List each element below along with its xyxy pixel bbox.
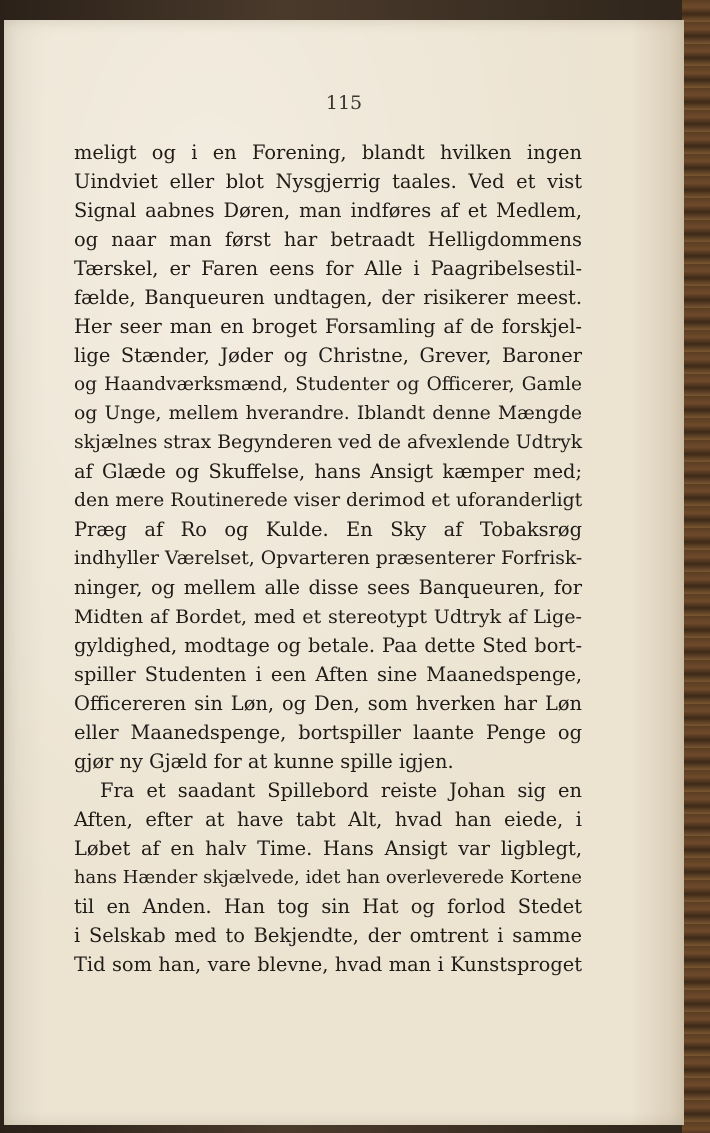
body-text: [74, 138, 582, 979]
text-line: hans Hænder skjælvede, idet han overleverede Kortene: [74, 867, 582, 888]
text-line: og Haandværksmænd, Studenter og Officerer, Gamle: [74, 374, 582, 395]
text-line: indhyller Værelset, Opvarteren præsenterer Forfrisk-: [74, 548, 583, 569]
text-line: skjælnes strax Begynderen ved de afvexlende Udtryk: [74, 432, 583, 453]
book-page: [4, 20, 684, 1125]
text-line: Tærskel, er Faren eens for Alle i Paagribelsestil-: [74, 257, 582, 280]
text-line: Præg af Ro og Kulde. En Sky af Tobaksrøg: [74, 518, 582, 541]
text-line: den mere Routinerede viser derimod et uforanderligt: [74, 490, 583, 511]
book-spine-edge: [682, 0, 710, 1133]
text-line: ninger, og mellem alle disse sees Banqueuren, for: [74, 576, 582, 599]
text-line: Løbet af en halv Time. Hans Ansigt var ligblegt,: [74, 837, 582, 860]
text-line: Uindviet eller blot Nysgjerrig taales. Ved et vist: [74, 170, 582, 193]
text-line: gyldighed, modtage og betale. Paa dette Sted bort-: [74, 634, 582, 657]
text-line: Midten af Bordet, med et stereotypt Udtryk af Lige-: [74, 605, 582, 628]
paragraph-start-line: Fra et saadant Spillebord reiste Johan sig en: [100, 779, 582, 802]
text-line: Officereren sin Løn, og Den, som hverken har Løn: [74, 692, 582, 715]
text-line: spiller Studenten i een Aften sine Maanedspenge,: [74, 663, 582, 686]
text-line: lige Stænder, Jøder og Christne, Grever, Baroner: [74, 344, 582, 367]
text-line: eller Maanedspenge, bortspiller laante Penge og: [74, 721, 582, 744]
text-line: og Unge, mellem hverandre. Iblandt denne Mængde: [74, 403, 582, 424]
text-line: i Selskab med to Bekjendte, der omtrent i samme: [74, 924, 582, 947]
text-line: fælde, Banqueuren undtagen, der risikerer meest.: [74, 286, 582, 309]
text-line: af Glæde og Skuffelse, hans Ansigt kæmper med;: [74, 460, 582, 483]
text-line: og naar man først har betraadt Helligdommens: [74, 228, 582, 251]
text-line: Tid som han, vare blevne, hvad man i Kunstsproget: [74, 953, 582, 976]
text-line: meligt og i en Forening, blandt hvilken ingen: [74, 141, 582, 164]
paragraph-end-line: gjør ny Gjæld for at kunne spille igjen.: [74, 750, 454, 773]
page-number: 115: [325, 92, 363, 114]
text-line: Signal aabnes Døren, man indføres af et Medlem,: [74, 199, 582, 222]
text-line: Her seer man en broget Forsamling af de forskjel-: [74, 315, 582, 338]
text-line: til en Anden. Han tog sin Hat og forlod Stedet: [74, 895, 582, 918]
text-line: Aften, efter at have tabt Alt, hvad han eiede, i: [74, 808, 582, 831]
